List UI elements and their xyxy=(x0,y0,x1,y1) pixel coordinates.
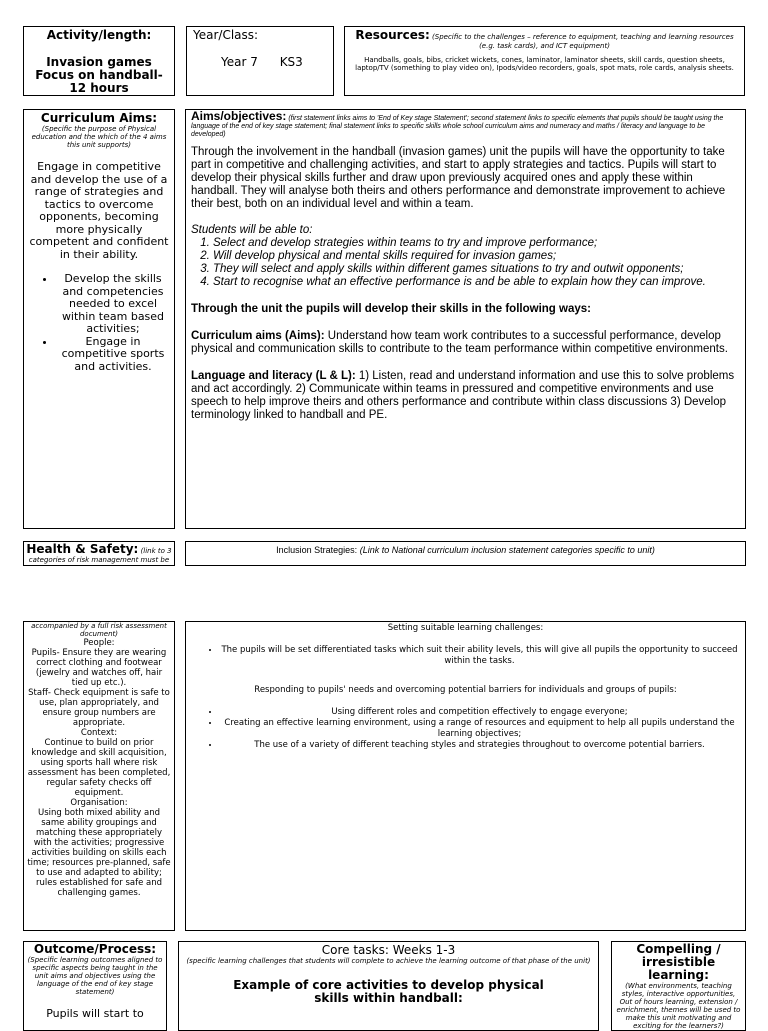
year-value: Year 7 xyxy=(221,55,258,69)
resources-note: (Specific to the challenges – reference to equipment, teaching and learning resources (e.g. task cards), and ICT equipment) xyxy=(432,33,734,50)
core-tasks-note: (specific learning challenges that students will complete to achieve the learning outcome of that phase of the unit) xyxy=(186,957,591,965)
health-safety-content: People: Pupils- Ensure they are wearing correct clothing and footwear (jewelry and watches off, hair tied up etc.). Staff- Check equipment is safe to use, plan appropriately, and ensure group numbers are appropriate. Context: Continue to build on prior knowledge and skill acquisition, using sports hall where risk assessment has been completed, regular safety checks off equipment. Organisation: Using both mixed ability and same ability groupings and matching these appropriately with the activities; progressive activities building on skills each time; resources pre-planned, safe to use and adapted to ability; rules established for safe and challenging games. xyxy=(27,638,171,898)
curriculum-aims-box xyxy=(23,109,175,529)
list-item: • Using different roles and competition effectively to engage everyone; xyxy=(220,707,739,718)
core-tasks-box xyxy=(178,941,599,1031)
year-class-heading: Year/Class: xyxy=(193,28,259,42)
aims-intro: Through the involvement in the handball (invasion games) unit the pupils will have the opportunity to take part in competitive and challenging activities, and start to apply strategies and tactics. Pupils will start to develop their physical skills further and draw upon previously acquired ones and apply these within handball. They will analyse both theirs and others performance and demonstrate improvement to achieve their best, both on an individual level and within a team. xyxy=(191,146,726,210)
students-able: Students will be able to: xyxy=(191,224,313,236)
inclusion-note: (Link to National curriculum inclusion statement categories specific to unit) xyxy=(359,545,655,555)
list-item: • Creating an effective learning environment, using a range of resources and equipment to help all pupils understand the learning objectives; xyxy=(220,718,739,740)
compelling-heading: Compelling / irresistible learning: xyxy=(636,942,721,982)
aims-objectives-note: (first statement links aims to 'End of Key stage Statement'; second statement links to specific elements that pupils should be taught using the language of the end of key stage statement; final statement links to specific skills whole school curriculum aims and numeracy and maths / literacy and language to be developed) xyxy=(191,115,724,138)
activity-title: Invasion games Focus on handball- 12 hours xyxy=(35,55,163,95)
list-item: 1. Select and develop strategies within teams to try and improve performance; xyxy=(213,237,740,250)
needs-list xyxy=(192,707,739,751)
inclusion-heading: Inclusion Strategies: xyxy=(276,545,358,555)
health-safety-heading: Health & Safety: xyxy=(26,542,139,556)
health-safety-box xyxy=(23,621,175,931)
resources-list: Handballs, goals, bibs, cricket wickets, cones, laminator, laminator sheets, skill cards, question sheets, laptop/TV (something to play video on), Ipods/video recorders, goals, spot mats, role cards, analysis sheets. xyxy=(355,56,734,72)
aims-objectives-box xyxy=(185,109,746,529)
curriculum-aims-heading: Curriculum Aims: xyxy=(40,111,158,125)
list-item: 2. Will develop physical and mental skills required for invasion games; xyxy=(213,250,740,263)
activity-heading: Activity/length: xyxy=(46,28,152,42)
health-safety-box-top xyxy=(23,541,175,566)
resources-heading: Resources: xyxy=(355,28,430,42)
health-safety-note-bottom: accompanied by a full risk assessment document) xyxy=(31,622,167,638)
compelling-note: (What environments, teaching styles, interactive opportunities, Out of hours learning, extension / enrichment, themes will be used to make this unit motivating and exciting for the learners?) xyxy=(616,982,741,1030)
curriculum-aims-statement: Curriculum aims (Aims): Understand how team work contributes to a successful performance, develop physical and communication skills to contribute to the team performance within competitive environments. xyxy=(191,330,728,355)
outcome-note: (Specific learning outcomes aligned to specific aspects being taught in the unit aims and objectives using the language of the end of key stage statement) xyxy=(27,956,163,996)
objectives-list xyxy=(191,237,740,289)
curriculum-aims-bullets xyxy=(28,273,170,373)
compelling-box xyxy=(611,941,746,1031)
inclusion-box-top xyxy=(185,541,746,566)
aims-objectives-heading: Aims/objectives: xyxy=(191,109,287,123)
core-tasks-example: Example of core activities to develop physical skills within handball: xyxy=(233,978,544,1005)
outcome-body: Pupils will start to xyxy=(46,1007,144,1020)
list-item: 3. They will select and apply skills within different games situations to try and outwit opponents; xyxy=(213,263,740,276)
year-class-box xyxy=(186,26,334,96)
activity-box xyxy=(23,26,175,96)
stage-value: KS3 xyxy=(279,55,303,69)
skills-heading: Through the unit the pupils will develop their skills in the following ways: xyxy=(191,303,591,315)
outcome-box xyxy=(23,941,167,1031)
curriculum-aims-note: (Specific the purpose of Physical education and the which of the 4 aims this unit supports) xyxy=(31,125,167,149)
year-class-values xyxy=(187,56,333,69)
list-item: • The pupils will be set differentiated tasks which suit their ability levels, this will give all pupils the opportunity to succeed within the tasks. xyxy=(220,645,739,667)
needs-heading: Responding to pupils' needs and overcoming potential barriers for individuals and groups of pupils: xyxy=(254,685,677,695)
list-item: • The use of a variety of different teaching styles and strategies throughout to overcome potential barriers. xyxy=(220,740,739,751)
inclusion-box xyxy=(185,621,746,931)
list-item: 4. Start to recognise what an effective performance is and be able to explain how they can improve. xyxy=(213,276,740,289)
challenges-heading: Setting suitable learning challenges: xyxy=(387,623,544,633)
challenges-list xyxy=(192,645,739,667)
literacy-statement: Language and literacy (L & L): 1) Listen, read and understand information and use this to solve problems and act accordingly. 2) Communicate within teams in pressured and competitive environments and use speech to help improve theirs and others performance and contribute within class discussions 3) Develop terminology linked to handball and PE. xyxy=(191,370,735,421)
outcome-heading: Outcome/Process: xyxy=(33,942,157,956)
list-item: • Develop the skills and competencies needed to excel within team based activities; xyxy=(56,273,170,336)
curriculum-aims-body: Engage in competitive and develop the use of a range of strategies and tactics to overcome opponents, becoming more physically competent and confident in their ability. xyxy=(29,160,169,261)
list-item: • Engage in competitive sports and activities. xyxy=(56,336,170,374)
health-safety-note-top: (link to 3 categories of risk management must be xyxy=(28,547,172,564)
core-tasks-heading: Core tasks: Weeks 1-3 xyxy=(321,943,456,957)
resources-box xyxy=(344,26,745,96)
